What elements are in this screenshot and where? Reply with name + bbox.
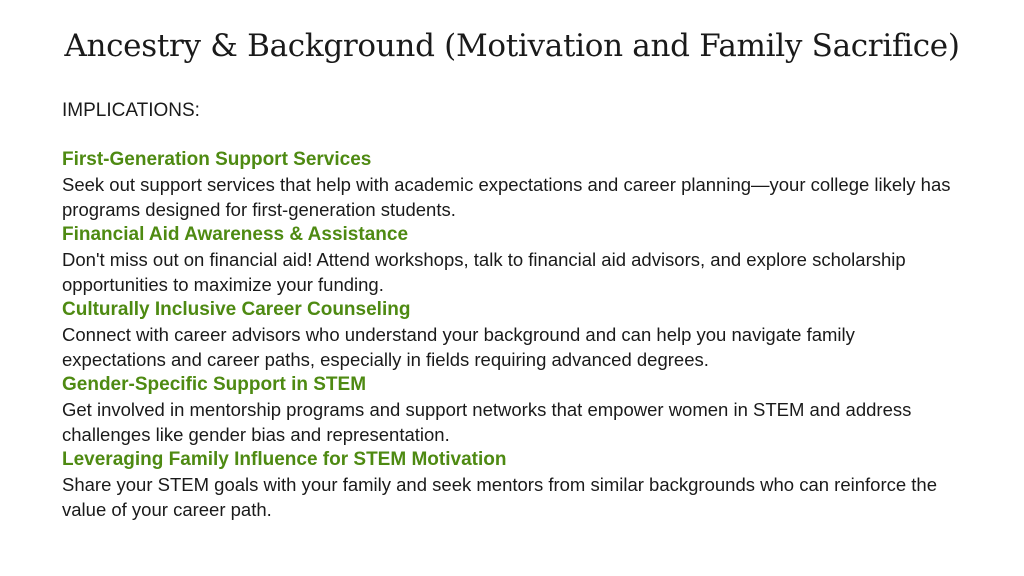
slide-title: Ancestry & Background (Motivation and Family Sacrifice): [64, 28, 960, 64]
section-text: Get involved in mentorship programs and support networks that empower women in STEM and address challenges like gender bias and representation.: [62, 399, 912, 445]
section-heading: Culturally Inclusive Career Counseling: [62, 299, 411, 320]
section-heading: Leveraging Family Influence for STEM Motivation: [62, 449, 507, 470]
section-gender-stem: [62, 372, 962, 447]
section-heading: Financial Aid Awareness & Assistance: [62, 224, 409, 245]
section-career-counseling: [62, 297, 962, 372]
section-first-generation: [62, 147, 962, 222]
section-text: Connect with career advisors who understand your background and can help you navigate family expectations and career paths, especially in fields requiring advanced degrees.: [62, 324, 855, 370]
section-heading: First-Generation Support Services: [62, 149, 372, 170]
section-financial-aid: [62, 222, 962, 297]
section-text: Don't miss out on financial aid! Attend workshops, talk to financial aid advisors, and explore scholarship opportunities to maximize your funding.: [62, 249, 906, 295]
section-family-influence: [62, 447, 962, 522]
slide-body: [62, 98, 962, 522]
section-text: Share your STEM goals with your family and seek mentors from similar backgrounds who can reinforce the value of your career path.: [62, 474, 938, 520]
implications-label: IMPLICATIONS:: [62, 100, 200, 121]
section-heading: Gender-Specific Support in STEM: [62, 374, 367, 395]
section-text: Seek out support services that help with academic expectations and career planning—your college likely has programs designed for first-generation students.: [62, 174, 951, 220]
